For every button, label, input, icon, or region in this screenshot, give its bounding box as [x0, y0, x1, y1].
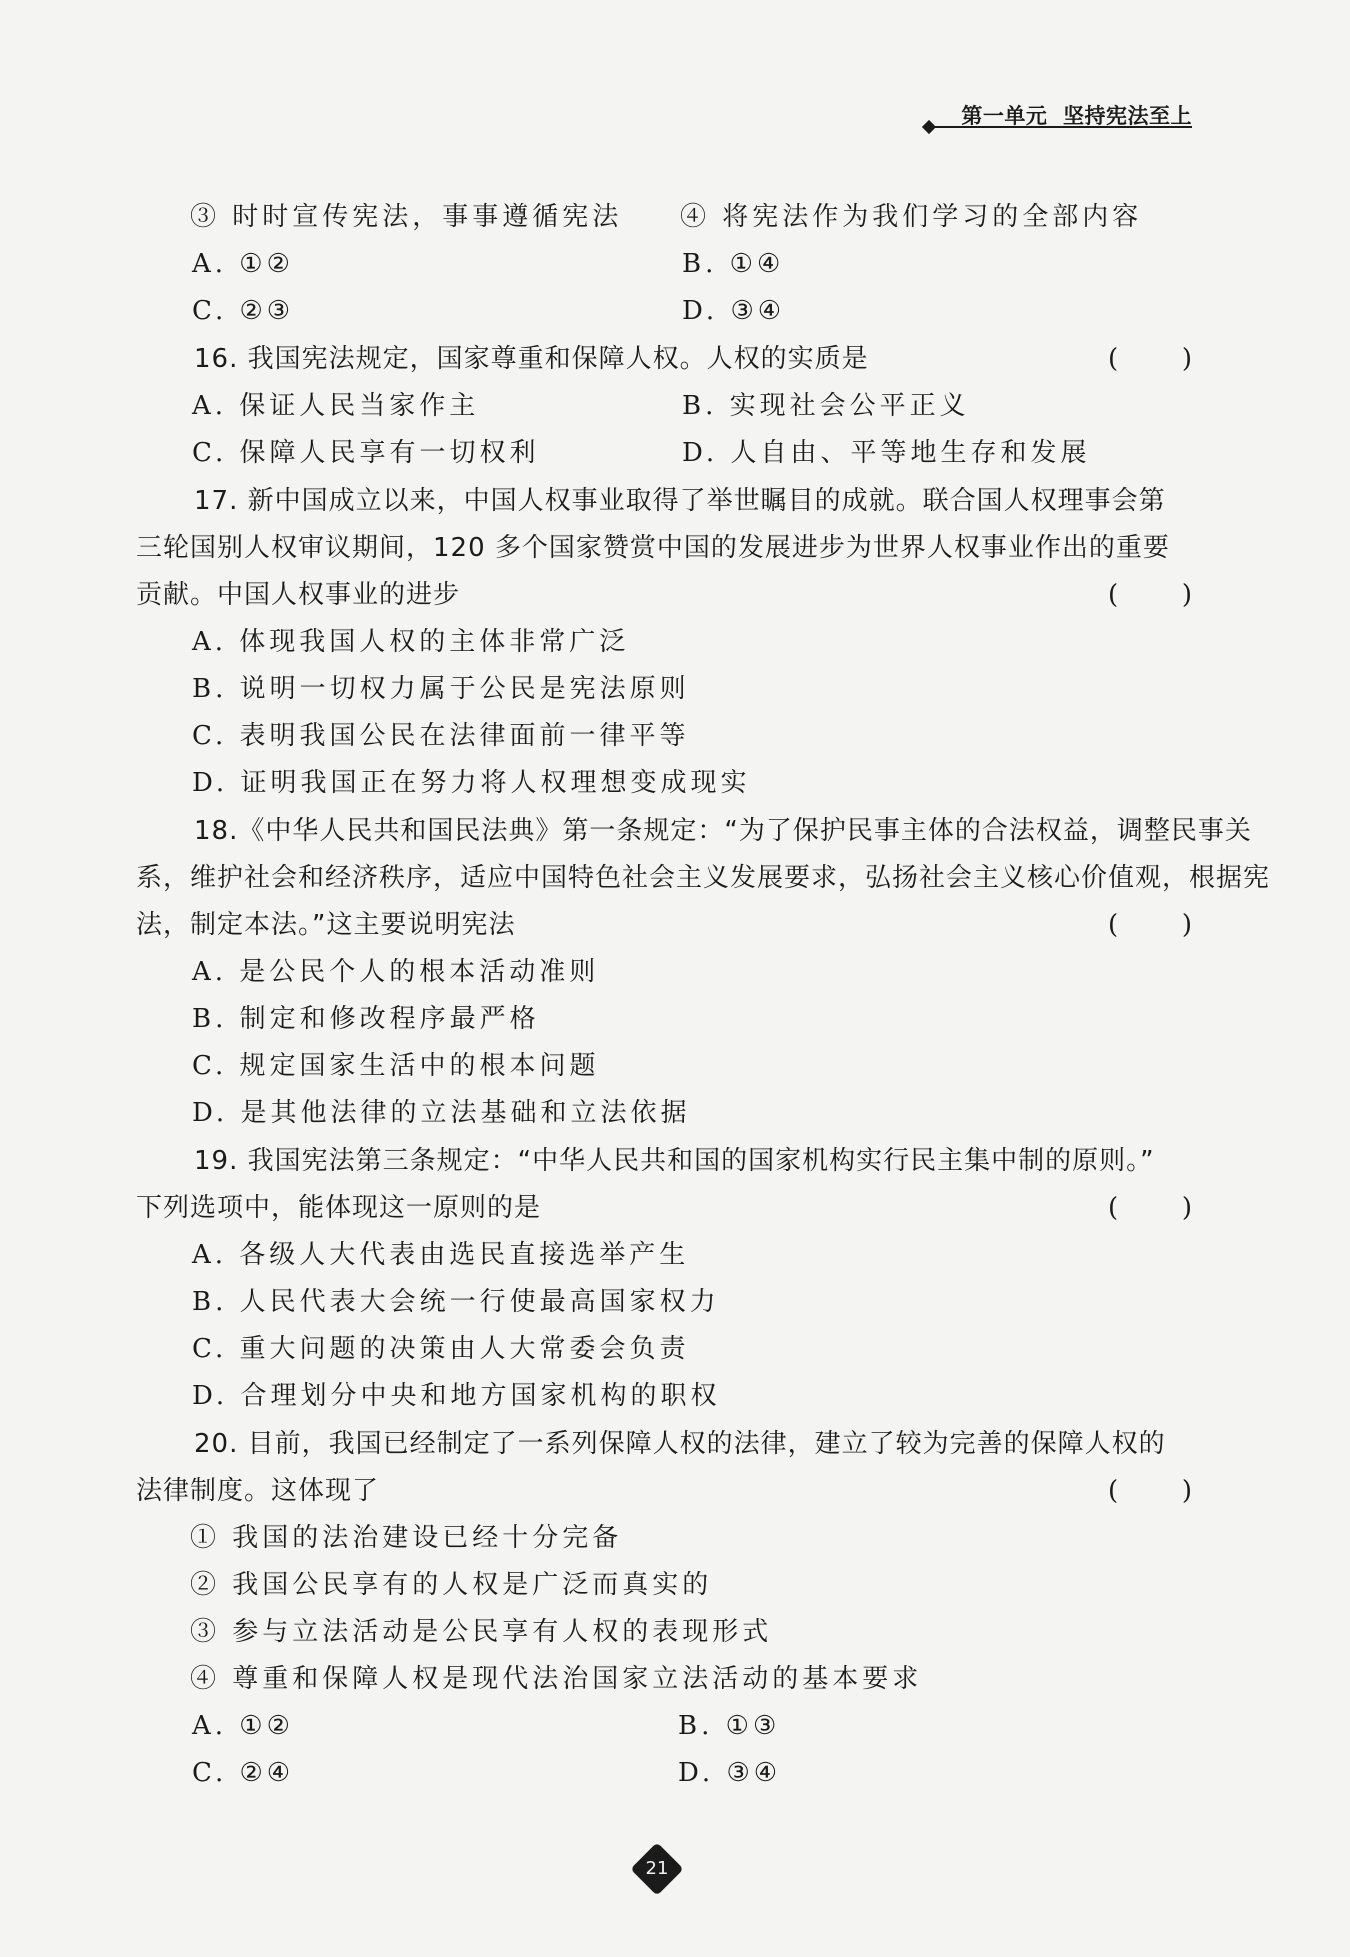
q20-stem-line-2: 法律制度。这体现了 — [136, 1476, 380, 1506]
q16-choice-d: D. 人自由、平等地生存和发展 — [682, 438, 1091, 468]
running-header — [930, 100, 1192, 130]
q17-stem-line-2: 三轮国别人权审议期间，120 多个国家赞赏中国的发展进步为世界人权事业作出的重要 — [136, 533, 1170, 563]
q17-stem-line-3: 贡献。中国人权事业的进步 — [136, 580, 461, 610]
q17-answer-blank: ( ) — [1108, 580, 1192, 610]
q16-choice-a: A. 保证人民当家作主 — [192, 391, 480, 421]
q17-choice-d: D. 证明我国正在努力将人权理想变成现实 — [192, 768, 751, 798]
q20-option-3: ③ 参与立法活动是公民享有人权的表现形式 — [190, 1617, 773, 1647]
q20-choice-b: B. ①③ — [678, 1711, 781, 1741]
q17-choice-b: B. 说明一切权力属于公民是宪法原则 — [192, 674, 690, 704]
q20-choice-d: D. ③④ — [678, 1758, 782, 1788]
q20-choice-c: C. ②④ — [192, 1758, 295, 1788]
q18-stem-line-2: 系，维护社会和经济秩序，适应中国特色社会主义发展要求，弘扬社会主义核心价值观，根据宪 — [136, 863, 1271, 893]
q20-stem-line-1: 20. 目前，我国已经制定了一系列保障人权的法律，建立了较为完善的保障人权的 — [194, 1429, 1166, 1459]
q20-option-2: ② 我国公民享有的人权是广泛而真实的 — [190, 1570, 713, 1600]
q15-option-4: ④ 将宪法作为我们学习的全部内容 — [680, 202, 1143, 232]
q19-choice-c: C. 重大问题的决策由人大常委会负责 — [192, 1334, 690, 1364]
q20-option-1: ① 我国的法治建设已经十分完备 — [190, 1523, 623, 1553]
unit-title: 第一单元 坚持宪法至上 — [961, 104, 1192, 128]
q20-option-4: ④ 尊重和保障人权是现代法治国家立法活动的基本要求 — [190, 1664, 923, 1694]
q17-choice-c: C. 表明我国公民在法律面前一律平等 — [192, 721, 690, 751]
page-number-badge — [634, 1846, 680, 1892]
q17-choice-a: A. 体现我国人权的主体非常广泛 — [192, 627, 630, 657]
q18-stem-line-3: 法，制定本法。”这主要说明宪法 — [136, 910, 516, 940]
q18-choice-a: A. 是公民个人的根本活动准则 — [192, 957, 600, 987]
q20-answer-blank: ( ) — [1108, 1476, 1192, 1506]
q15-choice-b: B. ①④ — [682, 249, 785, 279]
q18-choice-d: D. 是其他法律的立法基础和立法依据 — [192, 1098, 691, 1128]
q16-answer-blank: ( ) — [1108, 344, 1192, 374]
q20-choice-a: A. ①② — [192, 1711, 294, 1741]
q19-stem-line-1: 19. 我国宪法第三条规定：“中华人民共和国的国家机构实行民主集中制的原则。” — [194, 1146, 1155, 1176]
q19-stem-line-2: 下列选项中，能体现这一原则的是 — [136, 1193, 542, 1223]
q19-choice-b: B. 人民代表大会统一行使最高国家权力 — [192, 1287, 720, 1317]
q15-option-3: ③ 时时宣传宪法，事事遵循宪法 — [190, 202, 623, 232]
q18-choice-c: C. 规定国家生活中的根本问题 — [192, 1051, 600, 1081]
q18-choice-b: B. 制定和修改程序最严格 — [192, 1004, 540, 1034]
q19-choice-a: A. 各级人大代表由选民直接选举产生 — [192, 1240, 690, 1270]
q16-choice-c: C. 保障人民享有一切权利 — [192, 438, 540, 468]
q17-stem-line-1: 17. 新中国成立以来，中国人权事业取得了举世瞩目的成就。联合国人权理事会第 — [194, 486, 1166, 516]
q18-stem-line-1: 18.《中华人民共和国民法典》第一条规定：“为了保护民事主体的合法权益，调整民事关 — [194, 816, 1252, 846]
q18-answer-blank: ( ) — [1108, 910, 1192, 940]
q15-choice-d: D. ③④ — [682, 296, 786, 326]
q15-choice-a: A. ①② — [192, 249, 294, 279]
q19-answer-blank: ( ) — [1108, 1193, 1192, 1223]
q16-choice-b: B. 实现社会公平正义 — [682, 391, 970, 421]
page-number: 21 — [645, 1858, 669, 1879]
q19-choice-d: D. 合理划分中央和地方国家机构的职权 — [192, 1381, 721, 1411]
q15-choice-c: C. ②③ — [192, 296, 295, 326]
q16-stem: 16. 我国宪法规定，国家尊重和保障人权。人权的实质是 — [194, 344, 869, 374]
